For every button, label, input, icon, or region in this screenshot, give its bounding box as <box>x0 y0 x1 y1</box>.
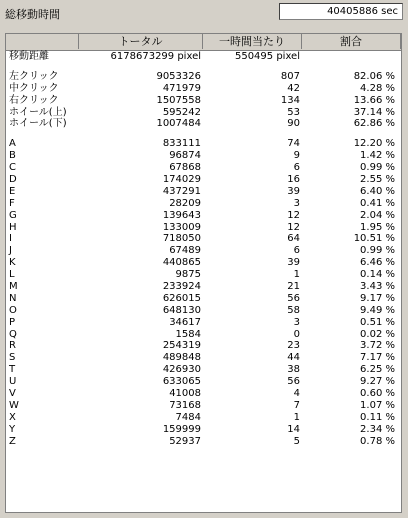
table-row[interactable] <box>6 424 401 436</box>
row-per-hour: 74 <box>287 138 300 150</box>
row-per-hour: 12 <box>287 221 300 233</box>
row-total: 41008 <box>169 388 201 400</box>
table-row[interactable] <box>6 340 401 352</box>
row-label: W <box>9 399 19 411</box>
row-total: 633065 <box>162 376 201 388</box>
row-total: 1584 <box>175 328 201 340</box>
row-label: 右クリック <box>9 94 59 106</box>
row-ratio: 9.17 % <box>360 292 395 304</box>
table-row[interactable] <box>6 388 401 400</box>
row-total: 440865 <box>162 257 201 269</box>
row-label: J <box>9 245 12 257</box>
row-total: 133009 <box>162 221 201 233</box>
row-per-hour: 0 <box>293 328 300 340</box>
row-total: 159999 <box>162 423 201 435</box>
row-ratio: 4.28 % <box>360 82 395 94</box>
row-per-hour: 9 <box>293 150 300 162</box>
row-label: 移動距離 <box>9 51 49 62</box>
row-per-hour: 4 <box>293 388 300 400</box>
row-label: M <box>9 281 18 293</box>
row-total: 718050 <box>162 233 201 245</box>
row-label: Z <box>9 435 16 447</box>
row-label: K <box>9 257 16 269</box>
row-total: 7484 <box>175 411 201 423</box>
table-row[interactable] <box>6 186 401 198</box>
row-total: 28209 <box>169 197 201 209</box>
row-per-hour: 56 <box>287 376 300 388</box>
row-ratio: 0.60 % <box>360 388 395 400</box>
row-per-hour: 42 <box>287 82 300 94</box>
row-label: ホイール(上) <box>9 106 67 118</box>
row-label: A <box>9 138 16 150</box>
row-per-hour: 5 <box>293 435 300 447</box>
row-per-hour: 3 <box>293 197 300 209</box>
row-per-hour: 58 <box>287 304 300 316</box>
row-ratio: 3.43 % <box>360 281 395 293</box>
row-ratio: 10.51 % <box>353 233 395 245</box>
row-label: E <box>9 185 16 197</box>
row-label: N <box>9 292 17 304</box>
row-ratio: 0.99 % <box>360 162 395 174</box>
row-total: 139643 <box>162 209 201 221</box>
row-ratio: 1.42 % <box>360 150 395 162</box>
row-per-hour: 1 <box>293 269 300 281</box>
row-per-hour: 7 <box>293 399 300 411</box>
table-row[interactable] <box>6 293 401 305</box>
row-label: C <box>9 162 16 174</box>
row-label: I <box>9 233 12 245</box>
row-total: 9875 <box>175 269 201 281</box>
row-total: 67868 <box>169 162 201 174</box>
row-ratio: 62.86 % <box>353 118 395 130</box>
row-total: 67489 <box>169 245 201 257</box>
row-ratio: 9.27 % <box>360 376 395 388</box>
row-ratio: 9.49 % <box>360 304 395 316</box>
row-total: 34617 <box>169 316 201 328</box>
row-ratio: 0.51 % <box>360 316 395 328</box>
table-row[interactable] <box>6 352 401 364</box>
table-row[interactable] <box>6 364 401 376</box>
row-total: 595242 <box>162 106 201 118</box>
table-row[interactable] <box>6 162 401 174</box>
row-per-hour: 550495 pixel <box>234 51 300 62</box>
row-label: 中クリック <box>9 82 59 94</box>
row-ratio: 2.34 % <box>360 423 395 435</box>
row-total: 96874 <box>169 150 201 162</box>
column-header-name[interactable] <box>6 34 79 49</box>
total-time-field <box>279 3 403 20</box>
table-row[interactable] <box>6 198 401 210</box>
row-per-hour: 14 <box>287 423 300 435</box>
row-label: D <box>9 174 17 186</box>
row-per-hour: 39 <box>287 185 300 197</box>
stats-list[interactable] <box>5 33 402 513</box>
row-ratio: 6.46 % <box>360 257 395 269</box>
row-total: 833111 <box>162 138 201 150</box>
column-header-per-hour[interactable]: 一時間当たり <box>203 34 302 49</box>
row-ratio: 0.14 % <box>360 269 395 281</box>
click-rows-group <box>6 71 401 130</box>
row-total: 437291 <box>162 185 201 197</box>
row-label: R <box>9 340 16 352</box>
table-row[interactable] <box>6 329 401 341</box>
row-total: 9053326 <box>156 70 201 82</box>
row-ratio: 7.17 % <box>360 352 395 364</box>
table-row[interactable] <box>6 412 401 424</box>
table-row[interactable] <box>6 83 401 95</box>
row-label: T <box>9 364 16 376</box>
row-ratio: 3.72 % <box>360 340 395 352</box>
row-ratio: 0.02 % <box>360 328 395 340</box>
row-ratio: 1.95 % <box>360 221 395 233</box>
table-row[interactable] <box>6 436 401 448</box>
row-spacer <box>6 63 401 71</box>
row-per-hour: 1 <box>293 411 300 423</box>
row-per-hour: 6 <box>293 162 300 174</box>
row-per-hour: 53 <box>287 106 300 118</box>
row-per-hour: 3 <box>293 316 300 328</box>
list-rows <box>6 51 401 448</box>
row-label: F <box>9 197 15 209</box>
table-row[interactable] <box>6 118 401 130</box>
row-total: 648130 <box>162 304 201 316</box>
row-per-hour: 44 <box>287 352 300 364</box>
table-row[interactable] <box>6 257 401 269</box>
row-label: U <box>9 376 17 388</box>
table-row[interactable] <box>6 71 401 83</box>
row-ratio: 0.99 % <box>360 245 395 257</box>
row-total: 1507558 <box>156 94 201 106</box>
table-row[interactable] <box>6 107 401 119</box>
row-per-hour: 21 <box>287 281 300 293</box>
table-row[interactable] <box>6 174 401 186</box>
row-ratio: 6.40 % <box>360 185 395 197</box>
key-rows-group <box>6 138 401 447</box>
row-total: 1007484 <box>156 118 201 130</box>
row-spacer <box>6 130 401 138</box>
row-label: X <box>9 411 16 423</box>
row-per-hour: 38 <box>287 364 300 376</box>
row-per-hour: 12 <box>287 209 300 221</box>
row-label: Y <box>9 423 16 435</box>
row-ratio: 2.04 % <box>360 209 395 221</box>
table-row[interactable] <box>6 138 401 150</box>
table-row[interactable] <box>6 400 401 412</box>
row-ratio: 1.07 % <box>360 399 395 411</box>
row-ratio: 2.55 % <box>360 174 395 186</box>
row-label: H <box>9 221 17 233</box>
row-ratio: 37.14 % <box>353 106 395 118</box>
table-row[interactable] <box>6 305 401 317</box>
table-row[interactable] <box>6 210 401 222</box>
row-total: 254319 <box>162 340 201 352</box>
column-header-ratio[interactable]: 割合 <box>302 34 401 49</box>
row-label: V <box>9 388 16 400</box>
table-row[interactable] <box>6 245 401 257</box>
row-label: S <box>9 352 16 364</box>
row-label: B <box>9 150 16 162</box>
row-per-hour: 16 <box>287 174 300 186</box>
row-per-hour: 23 <box>287 340 300 352</box>
column-header-total[interactable]: トータル <box>79 34 203 49</box>
row-per-hour: 56 <box>287 292 300 304</box>
row-per-hour: 134 <box>280 94 300 106</box>
row-ratio: 6.25 % <box>360 364 395 376</box>
table-row[interactable] <box>6 95 401 107</box>
top-bar <box>0 0 408 28</box>
row-per-hour: 6 <box>293 245 300 257</box>
row-per-hour: 64 <box>287 233 300 245</box>
table-row[interactable] <box>6 376 401 388</box>
row-label: Q <box>9 328 17 340</box>
row-total: 174029 <box>162 174 201 186</box>
row-ratio: 13.66 % <box>353 94 395 106</box>
row-label: 左クリック <box>9 70 59 82</box>
row-total: 471979 <box>162 82 201 94</box>
table-row[interactable] <box>6 150 401 162</box>
row-total: 73168 <box>169 399 201 411</box>
row-label: P <box>9 316 16 328</box>
table-row[interactable] <box>6 269 401 281</box>
table-row[interactable] <box>6 233 401 245</box>
row-total: 426930 <box>162 364 201 376</box>
table-row[interactable] <box>6 317 401 329</box>
row-ratio: 82.06 % <box>353 70 395 82</box>
row-per-hour: 90 <box>287 118 300 130</box>
row-total: 52937 <box>169 435 201 447</box>
table-row[interactable] <box>6 281 401 293</box>
row-ratio: 0.78 % <box>360 435 395 447</box>
row-total: 233924 <box>162 281 201 293</box>
total-time-label: 総移動時間 <box>5 8 60 21</box>
row-label: O <box>9 304 17 316</box>
list-header <box>6 34 401 51</box>
row-ratio: 0.11 % <box>360 411 395 423</box>
row-label: ホイール(下) <box>9 118 67 130</box>
row-per-hour: 39 <box>287 257 300 269</box>
row-total: 626015 <box>162 292 201 304</box>
row-ratio: 0.41 % <box>360 197 395 209</box>
table-row-distance[interactable] <box>6 51 401 63</box>
row-total: 6178673299 pixel <box>110 51 201 62</box>
row-label: L <box>9 269 15 281</box>
row-per-hour: 807 <box>280 70 300 82</box>
table-row[interactable] <box>6 222 401 234</box>
row-label: G <box>9 209 17 221</box>
row-total: 489848 <box>162 352 201 364</box>
total-time-value: 40405886 sec <box>327 6 398 17</box>
row-ratio: 12.20 % <box>353 138 395 150</box>
